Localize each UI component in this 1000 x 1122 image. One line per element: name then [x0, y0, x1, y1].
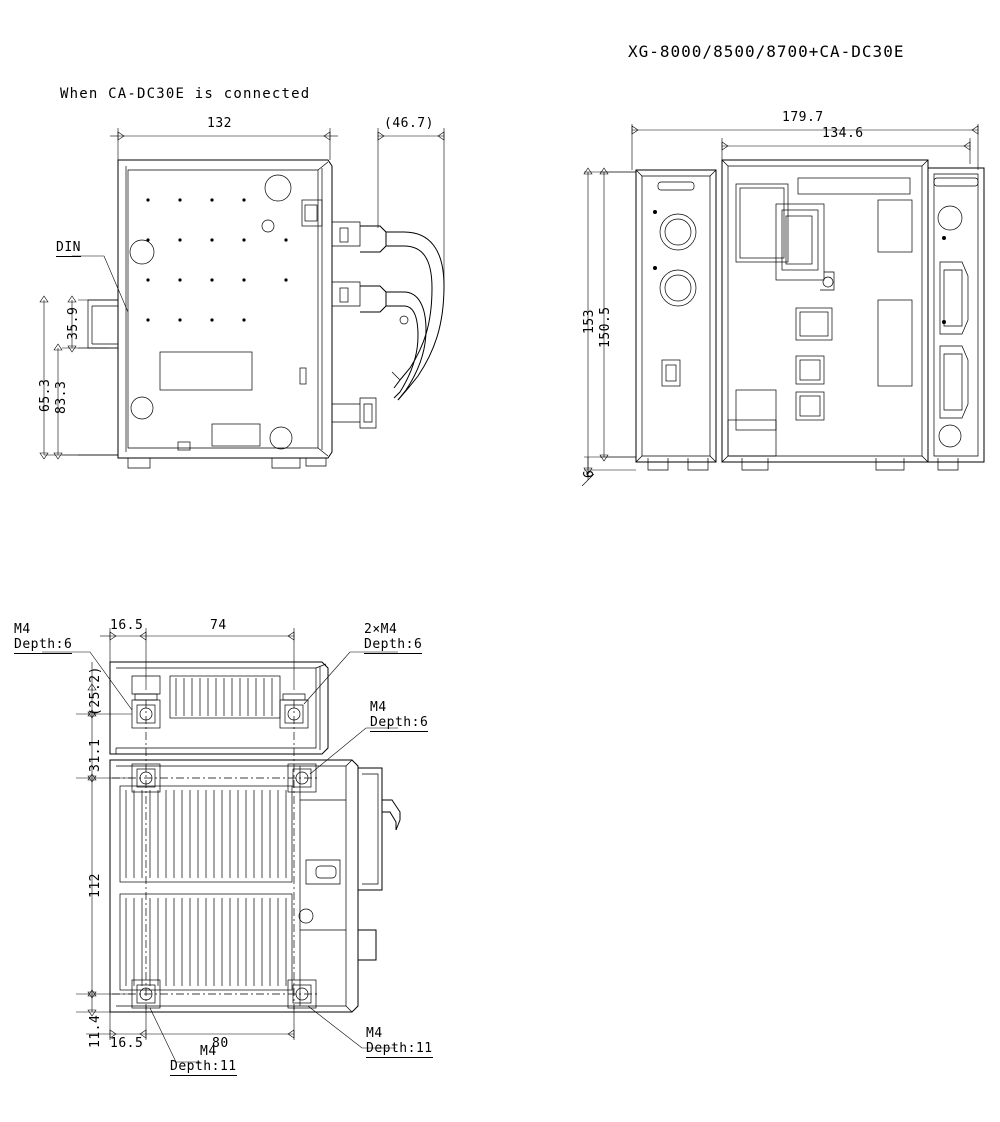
callout-2xm4-top-right [364, 622, 422, 654]
dim-width-16-5-bottom: 16.5 [110, 1036, 144, 1051]
dim-height-6: 6 [582, 469, 597, 478]
dim-height-65-3: 65.3 [38, 378, 53, 412]
callout-m4-br-line2: Depth:11 [366, 1041, 433, 1056]
callout-m4-bl-line2: Depth:11 [170, 1059, 237, 1074]
dim-width-179-7: 179.7 [782, 110, 824, 125]
callout-m4-br-line1: M4 [366, 1026, 383, 1041]
callout-2xm4-line1: 2×M4 [364, 622, 398, 637]
dim-width-80: 80 [212, 1036, 229, 1051]
callout-m4-top-left-line1: M4 [14, 622, 31, 637]
dim-height-112: 112 [88, 873, 103, 898]
callout-m4-right [370, 700, 428, 732]
callout-m4-bottom-right [366, 1026, 433, 1058]
dim-width-46-7: (46.7) [384, 116, 434, 131]
callout-m4-right-line1: M4 [370, 700, 387, 715]
dim-width-16-5-top: 16.5 [110, 618, 144, 633]
dim-width-134-6: 134.6 [822, 126, 864, 141]
drawing-note: When CA-DC30E is connected [60, 86, 311, 102]
dim-width-74: 74 [210, 618, 227, 633]
dim-width-132: 132 [207, 116, 232, 131]
front-view-group [40, 128, 444, 468]
callout-2xm4-line2: Depth:6 [364, 637, 423, 652]
dim-height-150-5: 150.5 [598, 306, 613, 348]
dim-height-35-9: 35.9 [66, 306, 81, 340]
callout-m4-top-left-line2: Depth:6 [14, 637, 73, 652]
dim-height-83-3: 83.3 [54, 380, 69, 414]
callout-m4-bottom-left [170, 1044, 237, 1076]
side-view-group [582, 124, 984, 486]
dim-height-31-1: 31.1 [88, 738, 103, 772]
din-label: DIN [56, 240, 81, 255]
callout-m4-top-left [14, 622, 72, 654]
drawing-title: XG-8000/8500/8700+CA-DC30E [628, 42, 905, 61]
callout-m4-right-line2: Depth:6 [370, 715, 429, 730]
dim-height-153: 153 [582, 309, 597, 334]
dim-height-11-4: 11.4 [88, 1014, 103, 1048]
callout-m4-bl-line1: M4 [200, 1044, 217, 1059]
dim-height-25-2: (25.2) [88, 666, 103, 716]
